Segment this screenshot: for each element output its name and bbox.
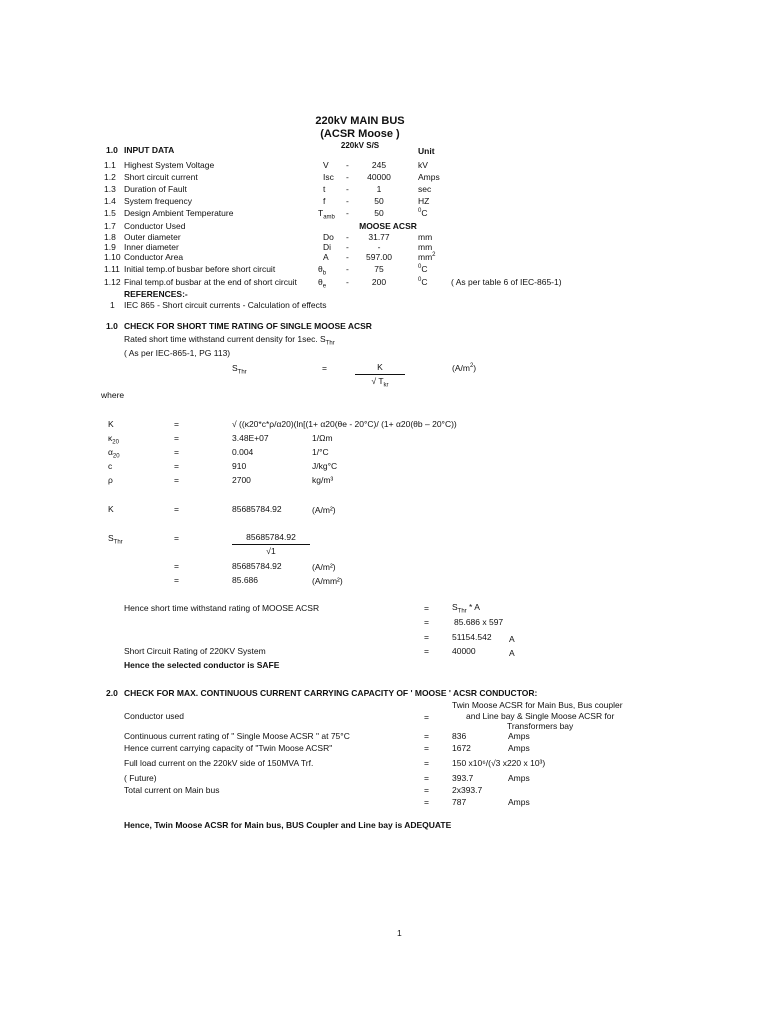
row-unit-text: HZ [418,196,430,206]
row-unit-text: mm [418,232,433,242]
rating-result-unit: A [509,634,515,644]
row-value: 200 [371,277,387,287]
row-value: MOOSE ACSR [359,221,417,231]
row-label: System frequency [124,196,193,206]
definition-value: 3.48E+07 [232,433,269,443]
fraction-bar [355,374,405,375]
formula-numerator: K [377,362,383,372]
definition-unit: 1/Ωm [312,433,333,443]
definition-symbol [108,475,113,486]
row-unit [418,252,436,263]
result-equals: = [174,575,179,585]
conductor-used-label: Conductor used [124,711,185,721]
row-number: 1.1 [104,160,116,170]
input-row [0,184,768,195]
continuous-equals: = [424,743,429,753]
row-value: 31.77 [368,232,390,242]
row-unit-superscript: 0 [418,264,422,271]
definition-equals: = [174,419,179,429]
definition-value: 910 [232,461,247,471]
sthr-equals: = [174,533,179,543]
definition-symbol-text: ρ [108,475,113,485]
section-number: 1.0 [106,321,118,331]
density-reference: ( As per IEC-865-1, PG 113) [124,348,231,358]
input-row [0,172,768,183]
row-unit-superscript: 0 [418,208,422,215]
input-row [0,221,768,232]
row-label: Conductor Area [124,252,184,262]
row-symbol-text: θ [318,277,323,287]
row-value: 245 [371,160,387,170]
continuous-unit: Amps [508,773,530,783]
rating-equals: = [424,632,429,642]
sthr-numerator: 85685784.92 [246,532,296,542]
row-number: 1.7 [104,221,116,231]
unit-column-heading: Unit [418,146,435,156]
row-unit [418,160,428,171]
where-label: where [101,390,125,400]
continuous-equals: = [424,758,429,768]
reference-number: 1 [110,300,115,310]
continuous-value: 836 [452,731,467,741]
row-symbol-text: Di [323,242,332,252]
row-number: 1.10 [104,252,121,262]
continuous-unit: Amps [508,797,530,807]
rating-result: 51154.542 [452,632,492,642]
row-unit [418,277,427,288]
row-dash: - [346,208,349,218]
definition-value: √ ((κ20*c*ρ/α20)(ln[(1+ α20(θe - 20°C)/ (1+ α20(θb – 20°C)) [232,419,457,429]
definition-value: 2700 [232,475,251,485]
formula-equals: = [322,363,327,373]
row-label: Design Ambient Temperature [124,208,234,218]
definition-unit: kg/m³ [312,475,334,485]
conductor-description-line2: and Line bay & Single Moose ACSR for [466,711,615,721]
row-unit [418,196,429,207]
section-number: 2.0 [106,688,118,698]
definition-equals: = [174,433,179,443]
input-row [0,160,768,171]
row-unit-text: mm [418,252,433,262]
row-unit-superscript: 0 [418,277,422,284]
row-symbol [323,184,325,195]
row-symbol-subscript: e [322,283,327,290]
continuous-row [0,797,768,808]
definition-unit: J/kg°C [312,461,338,471]
sthr-denominator: √1 [266,546,276,556]
row-symbol [323,252,329,263]
input-row [0,196,768,207]
continuous-equals: = [424,773,429,783]
row-unit-text: Amps [418,172,440,182]
row-symbol-text: Do [323,232,334,242]
conductor-description-line1: Twin Moose ACSR for Main Bus, Bus coupler [452,700,623,710]
row-unit [418,184,431,195]
definition-symbol [108,433,119,444]
section-heading-input: INPUT DATA [124,145,175,155]
row-unit-superscript: 2 [432,252,436,259]
continuous-row [0,758,768,769]
rating-equals: = [424,617,429,627]
definition-equals: = [174,475,179,485]
row-value: 40000 [367,172,391,182]
continuous-label: Total current on Main bus [124,785,220,795]
definition-symbol [108,447,120,458]
continuous-label: Hence current carrying capacity of "Twin Moose ACSR" [124,743,333,753]
row-dash: - [346,252,349,262]
row-symbol [318,277,326,288]
definition-symbol [108,419,114,430]
definition-symbol-text: κ [108,433,113,443]
continuous-equals: = [424,731,429,741]
continuous-value: 2x393.7 [452,785,483,795]
row-value: 75 [374,264,384,274]
result-unit-amm2: (A/mm²) [312,576,343,586]
result-unit-am2: (A/m²) [312,562,336,572]
rating-equals: = [424,603,429,613]
definition-row [0,461,768,472]
definition-symbol-subscript: 20 [112,453,120,460]
continuous-row [0,743,768,754]
row-unit [418,208,427,219]
formula-sthr-symbol: $S_{Thr}$ [232,363,247,376]
row-dash: - [346,264,349,274]
sc-rating-unit: A [509,648,515,658]
row-dash: - [346,184,349,194]
row-label: Final temp.of busbar at the end of short circuit [124,277,297,287]
row-label: Inner diameter [124,242,179,252]
row-symbol-text: T [318,208,324,218]
row-number: 1.4 [104,196,116,206]
continuous-row [0,785,768,796]
definition-row [0,447,768,458]
continuous-equals: = [424,797,429,807]
row-value: - [377,242,381,252]
section-number: 1.0 [106,145,118,155]
k-result-symbol: K [108,504,114,514]
row-unit-text: C [421,277,428,287]
page-number: 1 [397,928,402,938]
row-symbol [318,208,335,219]
continuous-unit: Amps [508,743,530,753]
row-label: Highest System Voltage [124,160,215,170]
title-main-bus: 220kV MAIN BUS [315,115,405,127]
input-row [0,208,768,219]
input-row [0,252,768,263]
definition-equals: = [174,461,179,471]
definition-row [0,475,768,486]
row-number: 1.2 [104,172,116,182]
title-conductor: (ACSR Moose ) [320,128,400,140]
k-result-unit: (A/m²) [312,505,336,515]
input-row [0,277,768,288]
row-label: Duration of Fault [124,184,187,194]
row-unit-text: C [421,208,428,218]
row-unit [418,264,427,275]
continuous-value: 393.7 [452,773,474,783]
conductor-description-line3: Transformers bay [507,721,574,731]
sc-rating-value: 40000 [452,646,476,656]
row-symbol [323,196,325,207]
row-unit-text: sec [418,184,432,194]
rating-calculation: 85.686 x 597 [454,617,504,627]
formula-denominator: √ $T_{kr}$ [371,376,389,389]
definition-symbol-text: K [108,419,114,429]
row-number: 1.5 [104,208,116,218]
row-note: ( As per table 6 of IEC-865-1) [451,277,562,287]
row-number: 1.9 [104,242,116,252]
result-value-am2: 85685784.92 [232,561,282,571]
section-heading-continuous: CHECK FOR MAX. CONTINUOUS CURRENT CARRYING CAPACITY OF ' MOOSE ' ACSR CONDUCTOR: [124,688,538,698]
row-unit-text: mm [418,242,433,252]
continuous-value: 1672 [452,743,471,753]
row-dash: - [346,232,349,242]
row-value: 50 [374,208,384,218]
row-value: 50 [374,196,384,206]
result-value-amm2: 85.686 [232,575,258,585]
row-symbol-subscript: b [322,270,327,277]
row-unit [418,172,440,183]
row-symbol-text: f [323,196,326,206]
row-symbol [323,172,334,183]
fraction-bar [232,544,310,545]
row-dash: - [346,277,349,287]
sc-rating-label: Short Circuit Rating of 220KV System [124,646,266,656]
row-dash: - [346,160,349,170]
row-unit-text: kV [418,160,428,170]
definition-value: 0.004 [232,447,254,457]
row-number: 1.11 [104,264,120,274]
definition-unit: 1/°C [312,447,329,457]
adequate-conclusion: Hence, Twin Moose ACSR for Main bus, BUS Coupler and Line bay is ADEQUATE [124,820,452,830]
continuous-label: ( Future) [124,773,157,783]
row-symbol-text: Isc [323,172,334,182]
sthr-symbol: $S_{Thr}$ [108,533,123,546]
continuous-unit: Amps [508,731,530,741]
row-symbol [323,160,329,171]
definition-symbol-subscript: 20 [112,439,119,446]
row-symbol-text: θ [318,264,323,274]
formula-unit: $(A/m^2)$ [452,363,477,373]
continuous-label: Continuous current rating of " Single Moose ACSR " at 75°C [124,731,350,741]
row-value: 597.00 [366,252,392,262]
continuous-value: 150 x10⁶/(√3 x220 x 10³) [452,758,546,768]
references-heading: REFERENCES:- [124,289,188,299]
k-result-equals: = [174,504,179,514]
row-symbol-text: t [323,184,326,194]
continuous-row [0,731,768,742]
row-number: 1.8 [104,232,116,242]
safe-conclusion: Hence the selected conductor is SAFE [124,660,280,670]
row-number: 1.3 [104,184,116,194]
row-unit-text: C [421,264,428,274]
reference-text: IEC 865 - Short circuit currents - Calculation of effects [124,300,327,310]
row-symbol-text: A [323,252,329,262]
conductor-used-equals: = [424,712,429,722]
continuous-label: Full load current on the 220kV side of 150MVA Trf. [124,758,314,768]
input-row [0,264,768,275]
definition-row [0,419,768,430]
section-heading-short-time: CHECK FOR SHORT TIME RATING OF SINGLE MOOSE ACSR [124,321,372,331]
continuous-equals: = [424,785,429,795]
row-symbol-text: V [323,160,329,170]
row-dash: - [346,242,349,252]
row-label: Conductor Used [124,221,186,231]
row-label: Initial temp.of busbar before short circuit [124,264,276,274]
row-dash: - [346,196,349,206]
continuous-value: 787 [452,797,467,807]
definition-row [0,433,768,444]
rating-formula: $S_{Thr}$ * A [452,602,480,615]
continuous-row [0,773,768,784]
row-symbol-subscript: amb [323,214,335,221]
rating-label: Hence short time withstand rating of MOOSE ACSR [124,603,320,613]
title-substation: 220kV S/S [340,141,380,150]
definition-symbol [108,461,112,472]
row-label: Short circuit current [124,172,198,182]
k-result-value: 85685784.92 [232,504,282,514]
definition-equals: = [174,447,179,457]
row-number: 1.12 [104,277,121,287]
density-description: Rated short time withstand current density for 1sec. $S_{Thr}$ [124,334,335,347]
definition-symbol-text: α [108,447,113,457]
row-label: Outer diameter [124,232,181,242]
row-symbol [318,264,326,275]
row-dash: - [346,172,349,182]
result-equals: = [174,561,179,571]
sc-rating-equals: = [424,646,429,656]
definition-symbol-text: c [108,461,113,471]
row-value: 1 [376,184,382,194]
